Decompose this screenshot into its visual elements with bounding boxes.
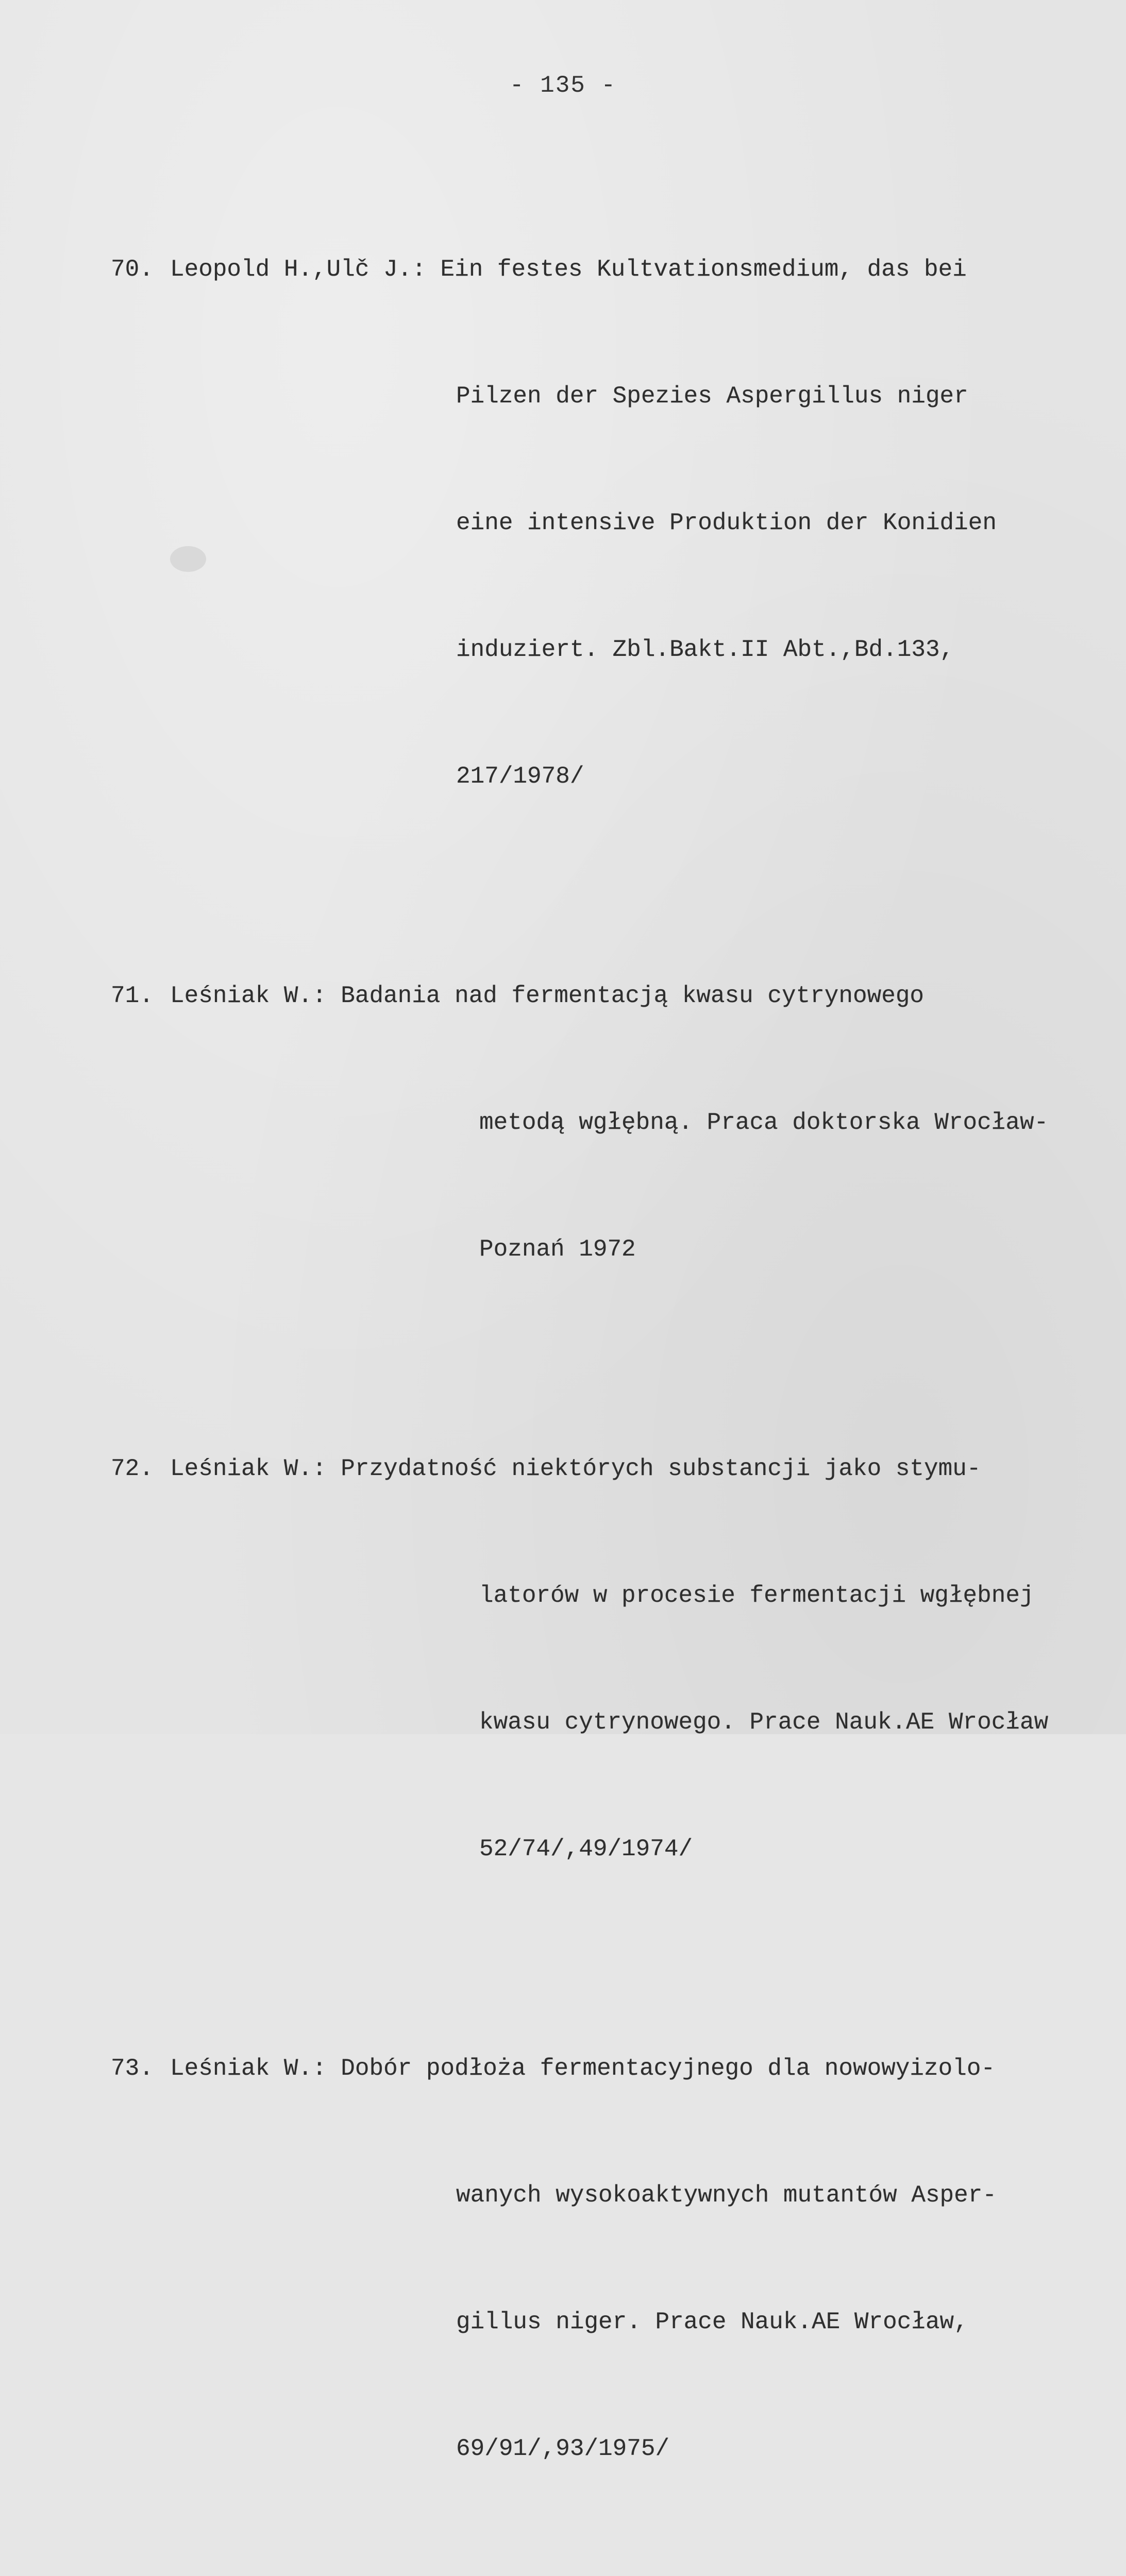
page-number: - 135 - — [509, 72, 617, 99]
reference-line: Pilzen der Spezies Aspergillus niger — [456, 383, 968, 410]
reference-line: metodą wgłębną. Praca doktorska Wrocław- — [479, 1109, 1049, 1136]
reference-line: wanych wysokoaktywnych mutantów Asper- — [456, 2182, 997, 2209]
reference-number: 72. — [111, 1455, 154, 1482]
reference-entry-72 — [111, 1363, 1116, 1955]
reference-line: Poznań 1972 — [479, 1236, 636, 1263]
reference-number: 73. — [111, 2055, 154, 2082]
reference-line: eine intensive Produktion der Konidien — [456, 510, 997, 536]
reference-first-line: Leopold H.,Ulč J.: Ein festes Kultvationsmedium, das bei — [170, 256, 967, 283]
reference-line: 52/74/,49/1974/ — [479, 1836, 693, 1862]
reference-line: 217/1978/ — [456, 763, 584, 790]
reference-first-line: Leśniak W.: Przydatność niektórych substancji jako stymu- — [170, 1455, 981, 1482]
reference-list — [111, 164, 1116, 2576]
reference-line: gillus niger. Prace Nauk.AE Wrocław, — [456, 2309, 968, 2335]
reference-first-line: Leśniak W.: Dobór podłoża fermentacyjnego dla nowowyizolo- — [170, 2055, 996, 2082]
reference-entry-73 — [111, 1963, 1116, 2554]
reference-first-line: Leśniak W.: Badania nad fermentacją kwasu cytrynowego — [170, 982, 925, 1009]
reference-line: induziert. Zbl.Bakt.II Abt.,Bd.133, — [456, 636, 954, 663]
reference-line: latorów w procesie fermentacji wgłębnej — [479, 1582, 1034, 1609]
reference-line: 69/91/,93/1975/ — [456, 2435, 670, 2462]
reference-entry-71 — [111, 890, 1116, 1355]
reference-number: 70. — [111, 256, 154, 283]
reference-entry-74 — [111, 2563, 1116, 2576]
reference-number: 71. — [111, 982, 154, 1009]
reference-line: kwasu cytrynowego. Prace Nauk.AE Wrocław — [479, 1709, 1049, 1736]
reference-entry-70 — [111, 164, 1116, 882]
